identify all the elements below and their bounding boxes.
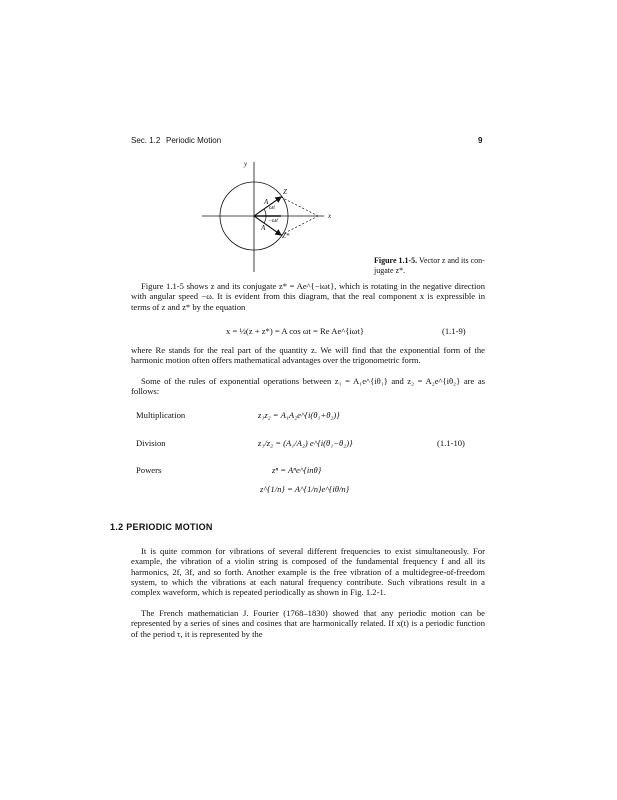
equation-1-1-9: x = ½(z + z*) = A cos ωt = Re Ae^{iωt} bbox=[226, 326, 364, 336]
paragraph-3: Some of the rules of exponential operations between z₁ = A₁e^{iθ₁} and z₂ = A₂e^{iθ₂} are as follows: bbox=[131, 376, 485, 397]
paragraph-4: It is quite common for vibrations of several different frequencies to exist simultaneously. For example, the vibration of a violin string is composed of the fundamental frequency f and all its harmonics, 2f, 3f, and so forth. Another example is the free vibration of a multidegree-of-freedom system, to which the vibrations at each natural frequency contribute. Such vibrations result in a complex waveform, which is repeated periodically as shown in Fig. 1.2-1. bbox=[131, 546, 485, 598]
equation-number-1-1-10: (1.1-10) bbox=[437, 438, 465, 448]
running-header-section-ref: Sec. 1.2 bbox=[131, 136, 161, 145]
rule-label-multiplication: Multiplication bbox=[136, 410, 186, 420]
figure-1-1-5 bbox=[184, 160, 364, 278]
label-z-star: Z* bbox=[282, 232, 290, 240]
figure-caption-label: Figure 1.1-5. bbox=[374, 256, 418, 265]
figure-caption-text: Vector z and its con-jugate z*. bbox=[374, 256, 485, 275]
angle-arc-upper bbox=[264, 209, 266, 216]
rule-equation-roots: z^{1/n} = A^{1/n}e^{iθ/n} bbox=[260, 484, 350, 494]
paragraph-1: Figure 1.1-5 shows z and its conjugate z* = Ae^{−iωt}, which is rotating in the negative direction with angular speed −ω. It is evident from this diagram, that the real component x is expressible in terms of z and z* by the equation bbox=[131, 281, 485, 312]
label-x: x bbox=[328, 212, 332, 220]
figure-caption bbox=[374, 256, 486, 276]
label-a-upper: A bbox=[264, 198, 269, 206]
paragraph-2: where Re stands for the real part of the quantity z. We will find that the exponential form of the harmonic motion often offers mathematical advantages over the trigonometric form. bbox=[131, 345, 485, 366]
rule-label-powers: Powers bbox=[136, 465, 162, 475]
paragraph-5: The French mathematician J. Fourier (1768–1830) showed that any periodic motion can be represented by a series of sines and cosines that are harmonically related. If x(t) is a periodic function of the period τ, it is represented by the bbox=[131, 608, 485, 639]
running-header-section-title: Periodic Motion bbox=[166, 136, 222, 145]
label-omega-t: ωt bbox=[269, 205, 275, 211]
rule-equation-multiplication: z₁z₂ = A₁A₂e^{i(θ₁+θ₂)} bbox=[258, 410, 340, 420]
page-number: 9 bbox=[478, 136, 483, 145]
rule-equation-powers: zⁿ = Aⁿe^{inθ} bbox=[272, 465, 322, 475]
equation-number-1-1-9: (1.1-9) bbox=[442, 326, 466, 336]
label-a-lower: A bbox=[261, 224, 266, 232]
label-y: y bbox=[244, 160, 248, 168]
section-heading: 1.2 PERIODIC MOTION bbox=[110, 522, 213, 532]
rule-label-division: Division bbox=[136, 438, 166, 448]
rule-equation-division: z₁/z₂ = (A₁/A₂) e^{i(θ₁−θ₂)} bbox=[258, 438, 353, 448]
label-z: Z bbox=[283, 188, 287, 196]
angle-arc-lower bbox=[264, 216, 266, 223]
label-neg-omega-t: −ωt bbox=[268, 218, 278, 224]
